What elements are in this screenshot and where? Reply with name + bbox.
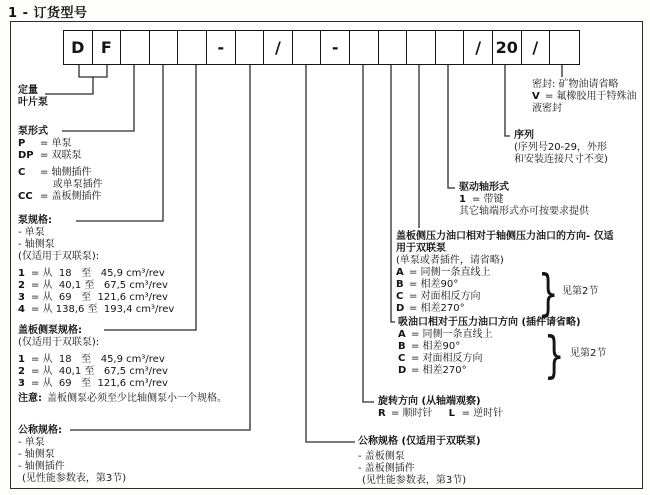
option-desc: = 轴侧插件 — [40, 167, 92, 178]
label-series — [514, 130, 608, 166]
drive-shaft-option — [459, 194, 589, 206]
shaft-size-item: - 单泵 — [18, 227, 45, 238]
option-desc: = 相差90° — [411, 341, 461, 352]
code-box — [436, 31, 465, 64]
pump-type-option — [18, 150, 103, 162]
option-key: 3 — [18, 378, 25, 389]
option-key: C — [398, 353, 406, 364]
fixed-vane-line2: 叶片泵 — [18, 97, 48, 108]
cover-port-title2: 用于双联泵 — [396, 243, 446, 254]
option-key: P — [18, 138, 26, 149]
code-box: / — [464, 31, 493, 64]
code-box — [236, 31, 265, 64]
cover-port-option — [396, 303, 642, 315]
drive-shaft-note: 其它轴端形式亦可按要求提供 — [459, 206, 589, 217]
pump-type-option — [18, 179, 103, 191]
option-desc: = 从 40,1 至 67,5 cm³/rev — [31, 366, 168, 377]
seal-cont: 液密封 — [532, 103, 562, 114]
label-fixed-vane-pump — [18, 85, 48, 109]
grouping-brace: } — [538, 263, 559, 323]
code-box — [407, 31, 436, 64]
option-desc: = 相差270° — [411, 365, 467, 376]
series-note1: (序列号20-29，外形 — [514, 142, 607, 153]
pump-type-option — [18, 191, 103, 203]
option-desc: = 从 138,6 至 193,4 cm³/rev — [31, 304, 175, 315]
option-desc: = 从 69 至 121,6 cm³/rev — [31, 292, 168, 303]
shaft-size-title: 泵规格: — [18, 215, 52, 226]
label-suction-port — [398, 317, 638, 385]
shaft-size-item: - 轴侧泵 — [18, 239, 55, 250]
label-nominal-size-cover — [358, 436, 481, 487]
nominal-shaft-item: - 单泵 — [18, 437, 45, 448]
cover-port-ref: 见第2节 — [562, 286, 599, 297]
option-key: R — [378, 408, 386, 419]
cover-port-subtitle: (单泵或者插件，请省略) — [396, 255, 504, 266]
option-desc: = 盖板侧插件 — [40, 191, 102, 202]
series-title: 序列 — [514, 130, 534, 141]
nominal-cover-item: - 盖板侧插件 — [358, 463, 415, 474]
nominal-shaft-item: - 轴侧泵 — [18, 449, 55, 460]
cover-size-option — [18, 378, 227, 390]
option-key: D — [396, 303, 405, 314]
option-desc: = 双联泵 — [40, 150, 82, 161]
code-box: D — [64, 31, 93, 64]
nominal-shaft-item: - 轴侧插件 — [18, 461, 65, 472]
code-box — [121, 31, 150, 64]
option-desc: = 顺时针 — [391, 408, 433, 419]
rotation-title: 旋转方向 (从轴端观察) — [378, 396, 481, 407]
shaft-size-item: (仅适用于双联泵): — [18, 251, 100, 262]
code-box — [379, 31, 408, 64]
option-key: C — [18, 167, 26, 178]
cover-size-option — [18, 354, 227, 366]
seal-option — [532, 91, 637, 103]
option-key: 1 — [18, 354, 25, 365]
nominal-shaft-title: 公称规格: — [18, 425, 62, 436]
cover-size-subtitle: (仅适用于双联泵): — [18, 337, 100, 348]
nominal-cover-item: - 盖板侧泵 — [358, 451, 405, 462]
label-seal — [532, 79, 637, 115]
pump-type-title: 泵形式 — [18, 126, 48, 137]
code-box — [293, 31, 322, 64]
shaft-size-option — [18, 292, 174, 304]
ordering-code-row — [63, 30, 580, 65]
option-desc: = 从 18 至 45,9 cm³/rev — [31, 354, 165, 365]
label-rotation — [378, 396, 503, 420]
page-title: 1 - 订货型号 — [8, 6, 88, 21]
option-desc: = 氟橡胶用于特殊油 — [545, 91, 637, 102]
cover-port-option — [396, 279, 642, 291]
option-key — [18, 179, 40, 191]
pump-type-option — [18, 167, 103, 179]
nominal-shaft-ref: (见性能参数表，第3节) — [22, 473, 127, 484]
code-box: / — [264, 31, 293, 64]
option-desc: = 从 40,1 至 67,5 cm³/rev — [31, 280, 168, 291]
option-desc: = 从 69 至 121,6 cm³/rev — [31, 378, 168, 389]
option-key: DP — [18, 150, 34, 161]
option-desc: 或单泵插件 — [40, 179, 103, 190]
pump-type-option — [18, 138, 103, 150]
suction-option — [398, 365, 638, 377]
drive-shaft-title: 驱动轴形式 — [459, 182, 509, 193]
cover-port-title1: 盖板侧压力油口相对于轴侧压力油口的方向- 仅适 — [396, 231, 614, 242]
option-desc: = 带键 — [472, 194, 504, 205]
option-key: 3 — [18, 292, 25, 303]
cover-port-option — [396, 291, 642, 303]
option-key: 1 — [18, 268, 25, 279]
label-cover-pump-size — [18, 325, 227, 405]
option-key: D — [398, 365, 407, 376]
label-drive-shaft — [459, 182, 589, 218]
suction-option — [398, 329, 638, 341]
option-desc: = 单泵 — [40, 138, 72, 149]
cover-size-option — [18, 366, 227, 378]
rotation-options — [378, 408, 503, 420]
grouping-brace: } — [544, 325, 565, 385]
option-desc: = 对面相反方向 — [411, 353, 483, 364]
code-box — [150, 31, 179, 64]
option-desc: = 相差90° — [409, 279, 459, 290]
code-box — [550, 31, 579, 64]
note-label: 注意: — [18, 393, 42, 404]
series-note2: 和安装连接尺寸不变) — [514, 154, 608, 165]
label-shaft-pump-size — [18, 215, 174, 316]
option-key: CC — [18, 191, 33, 202]
option-desc: = 同侧一条直线上 — [409, 267, 491, 278]
label-pump-type — [18, 126, 103, 203]
suction-ref: 见第2节 — [570, 348, 607, 359]
option-desc: = 相差270° — [409, 303, 465, 314]
code-box — [178, 31, 207, 64]
option-key: 4 — [18, 304, 25, 315]
nominal-cover-title: 公称规格 (仅适用于双联泵) — [358, 436, 481, 447]
shaft-size-option — [18, 304, 174, 316]
option-key: 2 — [18, 280, 25, 291]
option-key: 2 — [18, 366, 25, 377]
option-key: B — [398, 341, 406, 352]
option-key: C — [396, 291, 404, 302]
option-key: L — [448, 408, 455, 419]
cover-size-note — [18, 393, 227, 405]
suction-title: 吸油口相对于压力油口方向 (插件请省略) — [398, 317, 581, 328]
label-nominal-size-shaft — [18, 425, 126, 485]
shaft-size-option — [18, 280, 174, 292]
option-desc: = 逆时针 — [461, 408, 504, 419]
shaft-size-option — [18, 268, 174, 280]
code-box: 20 — [493, 31, 522, 64]
fixed-vane-line1: 定量 — [18, 85, 38, 96]
code-box: / — [522, 31, 551, 64]
code-box — [350, 31, 379, 64]
option-key: B — [396, 279, 404, 290]
option-key: A — [398, 329, 406, 340]
option-key: 1 — [459, 194, 466, 205]
code-box: F — [93, 31, 122, 64]
option-desc: = 同侧一条直线上 — [411, 329, 493, 340]
option-key: V — [532, 91, 540, 102]
code-box: - — [321, 31, 350, 64]
option-desc: = 从 18 至 45,9 cm³/rev — [31, 268, 165, 279]
code-box: - — [207, 31, 236, 64]
note-text: 盖板侧泵必须至少比轴侧泵小一个规格。 — [47, 393, 227, 404]
option-desc: = 对面相反方向 — [409, 291, 481, 302]
seal-title: 密封: 矿物油请省略 — [532, 79, 619, 90]
cover-port-option — [396, 267, 642, 279]
nominal-cover-ref: (见性能参数表，第3节) — [362, 475, 467, 486]
cover-size-title: 盖板侧泵规格: — [18, 325, 82, 336]
option-key: A — [396, 267, 404, 278]
